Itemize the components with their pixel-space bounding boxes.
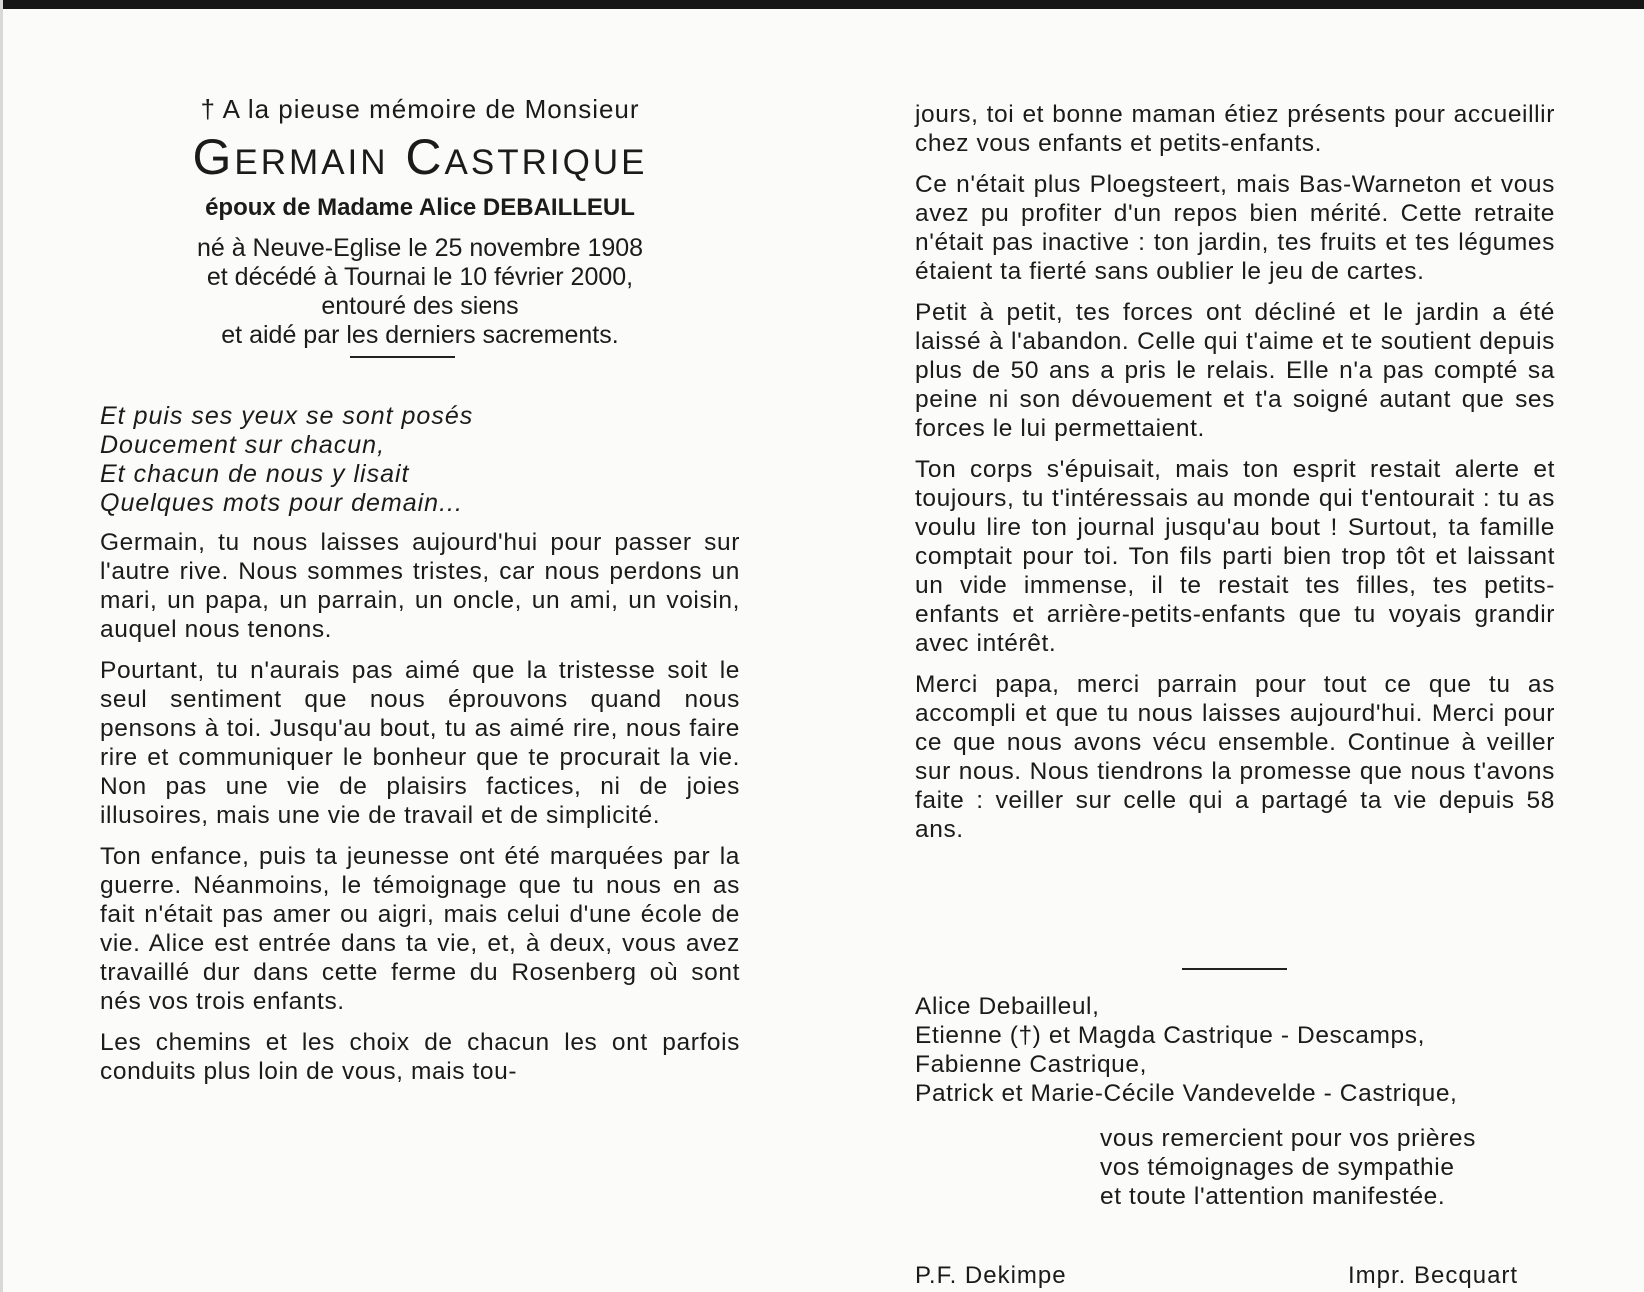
left-body-text bbox=[100, 528, 740, 1098]
family-member: Etienne (†) et Magda Castrique - Descamps, bbox=[915, 1022, 1425, 1049]
family-list bbox=[915, 992, 1615, 1108]
paragraph: Les chemins et les choix de chacun les ont parfois conduits plus loin de vous, mais tou- bbox=[100, 1029, 740, 1085]
thanks-line: et toute l'attention manifestée. bbox=[1100, 1183, 1446, 1210]
memorial-line: † A la pieuse mémoire de Monsieur bbox=[200, 94, 640, 124]
poem-line: Et puis ses yeux se sont posés bbox=[100, 402, 474, 430]
paragraph: jours, toi et bonne maman étiez présents pour accueillir chez vous enfants et petits-enfants. bbox=[915, 101, 1555, 157]
printer-credit: Impr. Becquart bbox=[1348, 1262, 1519, 1289]
funeral-home: P.F. Dekimpe bbox=[915, 1262, 1067, 1289]
divider bbox=[350, 356, 455, 358]
thanks-line: vos témoignages de sympathie bbox=[1100, 1154, 1455, 1181]
right-body-text bbox=[915, 100, 1555, 856]
deceased-name-text: Germain Castrique bbox=[192, 129, 648, 185]
family-member: Fabienne Castrique, bbox=[915, 1051, 1148, 1078]
family-member: Patrick et Marie-Cécile Vandevelde - Castrique, bbox=[915, 1080, 1458, 1107]
paragraph: Ton corps s'épuisait, mais ton esprit restait alerte et toujours, tu t'intéressais au monde qui t'entourait : tu as voulu lire ton journal jusqu'au bout ! Surtout, ta famille comptait pour toi. Ton fils parti bien trop tôt et laissant un vide immense, il te restait tes filles, tes petits-enfants et arrière-petits-enfants que tu voyais grandir avec intérêt. bbox=[915, 456, 1555, 657]
info-line: né à Neuve-Eglise le 25 novembre 1908 bbox=[196, 234, 644, 262]
info-line: et aidé par les derniers sacrements. bbox=[221, 321, 619, 349]
info-line: et décédé à Tournai le 10 février 2000, bbox=[206, 263, 634, 291]
deceased-name bbox=[100, 128, 740, 186]
poem-line: Et chacun de nous y lisait bbox=[100, 460, 410, 488]
spouse-line: époux de Madame Alice DEBAILLEUL bbox=[205, 194, 635, 221]
paragraph: Pourtant, tu n'aurais pas aimé que la tristesse soit le seul sentiment que nous éprouvons quand nous pensons à toi. Jusqu'au bout, tu as aimé rire, nous faire rire et communiquer le bonheur que te procurait la vie. Non pas une vie de plaisirs factices, ni de joies illusoires, mais une vie de travail et de simplicité. bbox=[100, 657, 740, 829]
scan-left-edge bbox=[0, 0, 3, 1292]
divider bbox=[1182, 968, 1287, 970]
paragraph: Merci papa, merci parrain pour tout ce que tu as accompli et que tu nous laisses aujourd'hui. Merci pour ce que nous avons vécu ensemble. Continue à veiller sur nous. Nous tiendrons la promesse que nous t'avons faite : veiller sur celle qui a partagé ta vie depuis 58 ans. bbox=[915, 671, 1555, 843]
family-member: Alice Debailleul, bbox=[915, 993, 1100, 1020]
poem bbox=[100, 402, 740, 518]
poem-line: Quelques mots pour demain... bbox=[100, 489, 463, 517]
scan-top-edge bbox=[0, 0, 1644, 9]
paragraph: Ton enfance, puis ta jeunesse ont été marquées par la guerre. Néanmoins, le témoignage que tu nous en as fait n'était pas amer ou aigri, mais celui d'une école de vie. Alice est entrée dans ta vie, et, à deux, vous avez travaillé dur dans cette ferme du Rosenberg où sont nés vos trois enfants. bbox=[100, 843, 740, 1015]
birth-death-info bbox=[100, 234, 740, 350]
paragraph: Petit à petit, tes forces ont décliné et le jardin a été laissé à l'abandon. Celle qui t'aime et te soutient depuis plus de 50 ans a pris le relais. Elle n'a pas compté sa peine ni son dévouement et t'a soigné autant que ses forces le lui permettaient. bbox=[915, 299, 1555, 442]
info-line: entouré des siens bbox=[321, 292, 519, 320]
paragraph: Ce n'était plus Ploegsteert, mais Bas-Warneton et vous avez pu profiter d'un repos bien mérité. Cette retraite n'était pas inactive : ton jardin, tes fruits et tes légumes étaient ta fierté sans oublier le jeu de cartes. bbox=[915, 171, 1555, 285]
thanks-text bbox=[1100, 1124, 1600, 1211]
thanks-line: vous remercient pour vos prières bbox=[1100, 1125, 1476, 1152]
paragraph: Germain, tu nous laisses aujourd'hui pour passer sur l'autre rive. Nous sommes tristes, car nous perdons un mari, un papa, un parrain, un oncle, un ami, un voisin, auquel nous tenons. bbox=[100, 529, 740, 643]
poem-line: Doucement sur chacun, bbox=[100, 431, 386, 459]
